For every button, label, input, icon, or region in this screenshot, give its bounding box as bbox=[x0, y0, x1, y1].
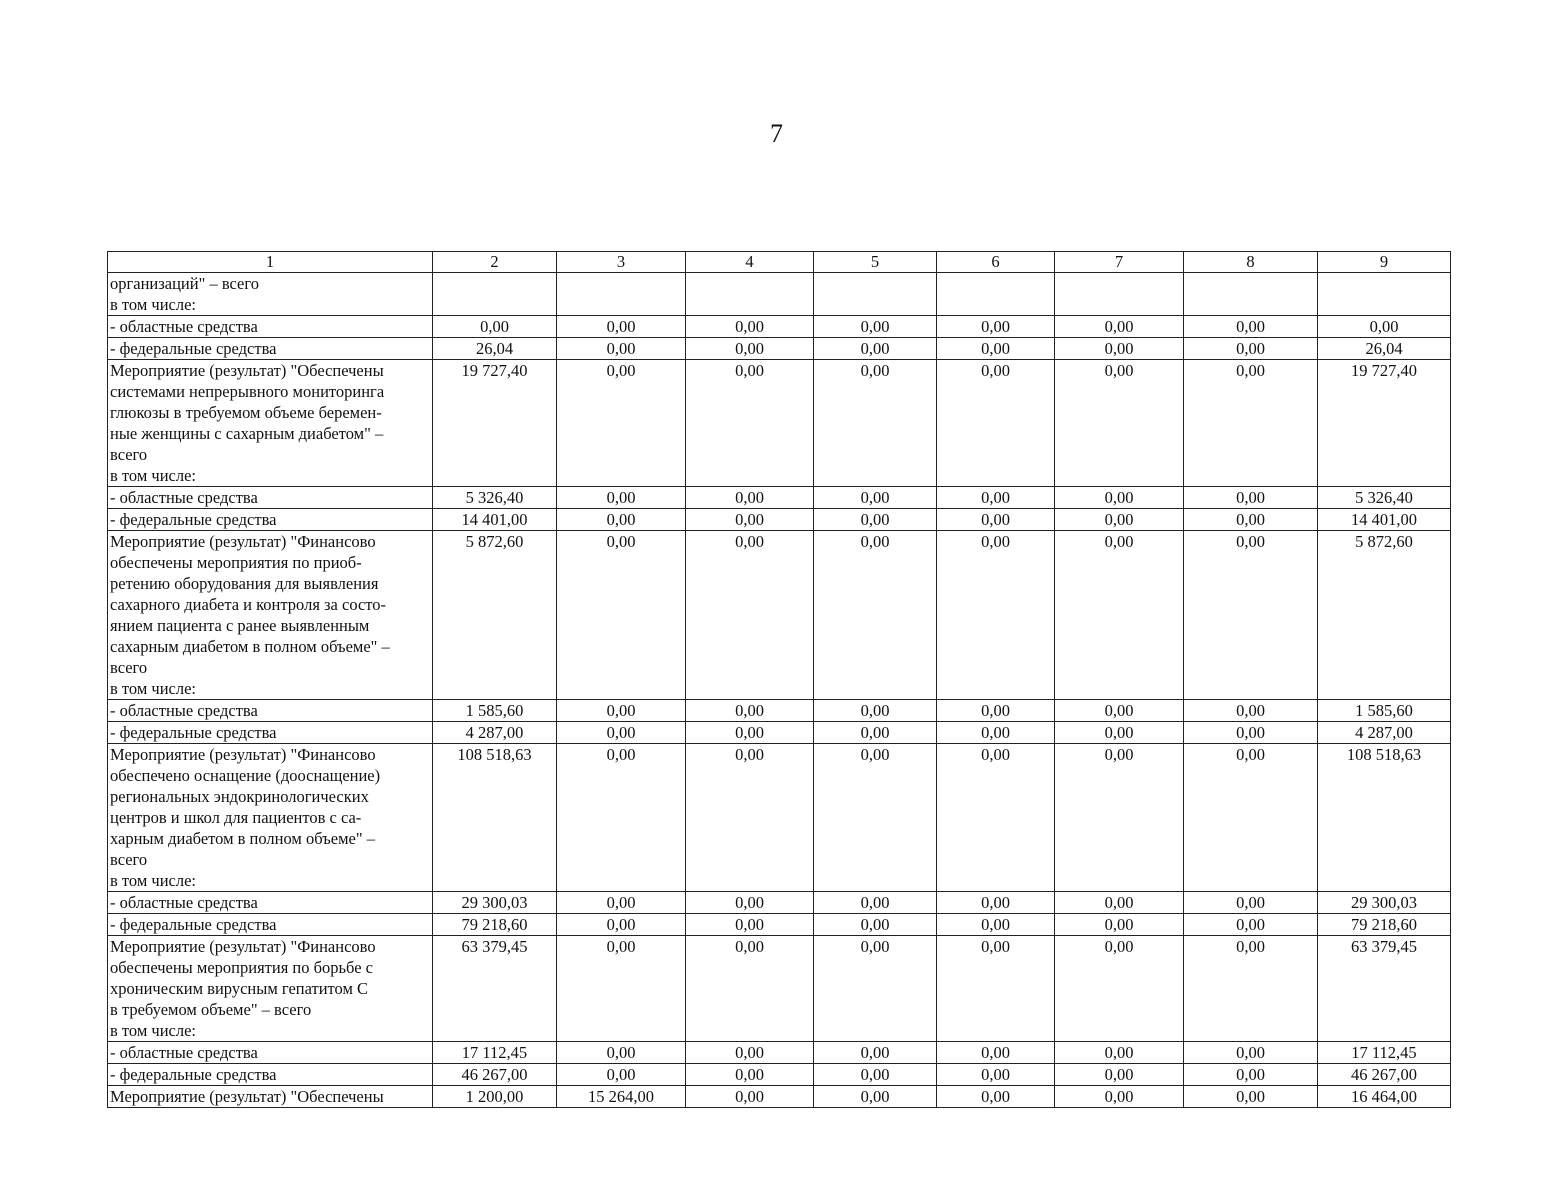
table-row bbox=[108, 338, 1451, 360]
table-row bbox=[108, 914, 1451, 936]
value-cell: 0,00 bbox=[1055, 509, 1184, 531]
row-label-line: - областные средства bbox=[110, 1043, 258, 1062]
value-cell: 0,00 bbox=[937, 1064, 1055, 1086]
row-label bbox=[108, 316, 433, 338]
row-label-line: - федеральные средства bbox=[110, 1065, 277, 1084]
value-cell: 0,00 bbox=[1184, 1086, 1318, 1108]
row-label-line: всего bbox=[110, 658, 148, 677]
value-cell: 0,00 bbox=[557, 531, 686, 700]
value-cell: 0,00 bbox=[814, 509, 937, 531]
column-number: 6 bbox=[937, 252, 1055, 273]
value-cell: 0,00 bbox=[937, 316, 1055, 338]
value-cell: 0,00 bbox=[814, 1042, 937, 1064]
column-number: 7 bbox=[1055, 252, 1184, 273]
value-cell: 0,00 bbox=[1055, 531, 1184, 700]
value-cell: 0,00 bbox=[1318, 316, 1451, 338]
row-label-line: сахарного диабета и контроля за состо- bbox=[110, 595, 387, 614]
row-label-line: Мероприятие (результат) "Финансово bbox=[110, 745, 376, 764]
value-cell: 0,00 bbox=[686, 487, 814, 509]
value-cell: 5 872,60 bbox=[1318, 531, 1451, 700]
value-cell: 0,00 bbox=[557, 936, 686, 1042]
value-cell: 0,00 bbox=[814, 360, 937, 487]
row-label-line: в требуемом объеме" – всего bbox=[110, 1000, 312, 1019]
value-cell: 108 518,63 bbox=[1318, 744, 1451, 892]
value-cell: 0,00 bbox=[1184, 316, 1318, 338]
value-cell bbox=[1055, 273, 1184, 316]
value-cell: 0,00 bbox=[686, 744, 814, 892]
page-number: 7 bbox=[770, 119, 783, 148]
row-label bbox=[108, 1086, 433, 1108]
row-label-line: Мероприятие (результат) "Обеспечены bbox=[110, 361, 384, 380]
table-row bbox=[108, 531, 1451, 700]
table-row bbox=[108, 700, 1451, 722]
value-cell: 0,00 bbox=[557, 316, 686, 338]
value-cell: 0,00 bbox=[814, 316, 937, 338]
row-label-line: обеспечены мероприятия по приоб- bbox=[110, 553, 362, 572]
row-label bbox=[108, 722, 433, 744]
value-cell: 0,00 bbox=[937, 936, 1055, 1042]
value-cell: 0,00 bbox=[814, 914, 937, 936]
value-cell: 0,00 bbox=[686, 1042, 814, 1064]
value-cell: 0,00 bbox=[686, 914, 814, 936]
row-label bbox=[108, 914, 433, 936]
column-number: 2 bbox=[433, 252, 557, 273]
value-cell: 0,00 bbox=[814, 1064, 937, 1086]
value-cell: 0,00 bbox=[937, 1086, 1055, 1108]
value-cell: 4 287,00 bbox=[1318, 722, 1451, 744]
value-cell: 0,00 bbox=[686, 892, 814, 914]
row-label-line: в том числе: bbox=[110, 466, 197, 485]
value-cell: 0,00 bbox=[814, 1086, 937, 1108]
value-cell: 63 379,45 bbox=[1318, 936, 1451, 1042]
value-cell: 0,00 bbox=[433, 316, 557, 338]
value-cell: 0,00 bbox=[557, 1064, 686, 1086]
value-cell: 0,00 bbox=[937, 509, 1055, 531]
row-label-line: Мероприятие (результат) "Обеспечены bbox=[110, 1087, 384, 1106]
value-cell: 0,00 bbox=[814, 936, 937, 1042]
value-cell: 15 264,00 bbox=[557, 1086, 686, 1108]
value-cell: 0,00 bbox=[1055, 1042, 1184, 1064]
value-cell: 0,00 bbox=[557, 722, 686, 744]
value-cell: 1 200,00 bbox=[433, 1086, 557, 1108]
value-cell: 0,00 bbox=[557, 338, 686, 360]
row-label bbox=[108, 360, 433, 487]
row-label bbox=[108, 338, 433, 360]
value-cell: 0,00 bbox=[1184, 700, 1318, 722]
value-cell: 0,00 bbox=[1055, 360, 1184, 487]
column-number: 5 bbox=[814, 252, 937, 273]
row-label bbox=[108, 744, 433, 892]
value-cell: 26,04 bbox=[1318, 338, 1451, 360]
value-cell bbox=[686, 273, 814, 316]
value-cell: 4 287,00 bbox=[433, 722, 557, 744]
value-cell: 0,00 bbox=[1184, 360, 1318, 487]
row-label-line: обеспечены мероприятия по борьбе с bbox=[110, 958, 373, 977]
value-cell: 0,00 bbox=[1055, 722, 1184, 744]
value-cell: 0,00 bbox=[557, 892, 686, 914]
value-cell: 0,00 bbox=[686, 509, 814, 531]
value-cell: 0,00 bbox=[937, 487, 1055, 509]
row-label-line: - федеральные средства bbox=[110, 915, 277, 934]
row-label-line: сахарным диабетом в полном объеме" – bbox=[110, 637, 390, 656]
table-row bbox=[108, 509, 1451, 531]
value-cell: 0,00 bbox=[937, 1042, 1055, 1064]
row-label bbox=[108, 1064, 433, 1086]
value-cell bbox=[937, 273, 1055, 316]
value-cell: 5 326,40 bbox=[433, 487, 557, 509]
value-cell: 17 112,45 bbox=[1318, 1042, 1451, 1064]
column-number: 9 bbox=[1318, 252, 1451, 273]
value-cell: 0,00 bbox=[686, 531, 814, 700]
value-cell: 0,00 bbox=[937, 531, 1055, 700]
table-row bbox=[108, 1064, 1451, 1086]
value-cell: 0,00 bbox=[937, 700, 1055, 722]
value-cell: 0,00 bbox=[814, 722, 937, 744]
value-cell: 0,00 bbox=[686, 360, 814, 487]
row-label-line: хроническим вирусным гепатитом С bbox=[110, 979, 369, 998]
value-cell: 0,00 bbox=[814, 892, 937, 914]
value-cell: 0,00 bbox=[1055, 316, 1184, 338]
row-label-line: организаций" – всего bbox=[110, 274, 259, 293]
row-label-line: центров и школ для пациентов с са- bbox=[110, 808, 362, 827]
table-row bbox=[108, 487, 1451, 509]
table-row bbox=[108, 1042, 1451, 1064]
value-cell: 0,00 bbox=[686, 1064, 814, 1086]
value-cell: 29 300,03 bbox=[1318, 892, 1451, 914]
value-cell: 0,00 bbox=[1184, 531, 1318, 700]
row-label bbox=[108, 487, 433, 509]
value-cell: 0,00 bbox=[1055, 700, 1184, 722]
row-label-line: - областные средства bbox=[110, 893, 258, 912]
row-label-line: всего bbox=[110, 445, 148, 464]
value-cell: 0,00 bbox=[557, 700, 686, 722]
column-number: 8 bbox=[1184, 252, 1318, 273]
column-number: 1 bbox=[108, 252, 433, 273]
row-label bbox=[108, 892, 433, 914]
value-cell: 0,00 bbox=[937, 744, 1055, 892]
value-cell: 0,00 bbox=[686, 936, 814, 1042]
row-label-line: - федеральные средства bbox=[110, 510, 277, 529]
value-cell: 29 300,03 bbox=[433, 892, 557, 914]
value-cell: 0,00 bbox=[814, 744, 937, 892]
value-cell: 0,00 bbox=[1184, 1042, 1318, 1064]
table-row bbox=[108, 892, 1451, 914]
row-label-line: в том числе: bbox=[110, 295, 197, 314]
row-label-line: ные женщины с сахарным диабетом" – bbox=[110, 424, 384, 443]
value-cell: 0,00 bbox=[1184, 892, 1318, 914]
value-cell: 0,00 bbox=[1055, 338, 1184, 360]
value-cell: 19 727,40 bbox=[1318, 360, 1451, 487]
row-label-line: харным диабетом в полном объеме" – bbox=[110, 829, 375, 848]
value-cell: 0,00 bbox=[557, 509, 686, 531]
row-label-line: ретению оборудования для выявления bbox=[110, 574, 379, 593]
row-label bbox=[108, 936, 433, 1042]
row-label-line: - федеральные средства bbox=[110, 723, 277, 742]
table-row bbox=[108, 1086, 1451, 1108]
table-row bbox=[108, 722, 1451, 744]
value-cell bbox=[557, 273, 686, 316]
value-cell: 19 727,40 bbox=[433, 360, 557, 487]
value-cell: 1 585,60 bbox=[433, 700, 557, 722]
value-cell bbox=[1184, 273, 1318, 316]
row-label bbox=[108, 700, 433, 722]
row-label-line: Мероприятие (результат) "Финансово bbox=[110, 532, 376, 551]
value-cell: 0,00 bbox=[1184, 722, 1318, 744]
value-cell: 0,00 bbox=[1184, 744, 1318, 892]
table-row bbox=[108, 360, 1451, 487]
row-label-line: в том числе: bbox=[110, 871, 197, 890]
value-cell: 0,00 bbox=[557, 744, 686, 892]
row-label bbox=[108, 531, 433, 700]
row-label-line: в том числе: bbox=[110, 679, 197, 698]
row-label-line: глюкозы в требуемом объеме беремен- bbox=[110, 403, 382, 422]
value-cell: 0,00 bbox=[937, 722, 1055, 744]
value-cell: 108 518,63 bbox=[433, 744, 557, 892]
row-label-line: региональных эндокринологических bbox=[110, 787, 369, 806]
value-cell: 0,00 bbox=[1055, 744, 1184, 892]
column-number: 3 bbox=[557, 252, 686, 273]
value-cell: 0,00 bbox=[1184, 509, 1318, 531]
value-cell: 46 267,00 bbox=[433, 1064, 557, 1086]
value-cell: 0,00 bbox=[1055, 1086, 1184, 1108]
value-cell: 0,00 bbox=[1184, 1064, 1318, 1086]
row-label bbox=[108, 1042, 433, 1064]
value-cell: 0,00 bbox=[814, 338, 937, 360]
value-cell bbox=[433, 273, 557, 316]
table-row bbox=[108, 316, 1451, 338]
value-cell: 0,00 bbox=[686, 700, 814, 722]
value-cell: 0,00 bbox=[814, 700, 937, 722]
table-row bbox=[108, 273, 1451, 316]
row-label-line: всего bbox=[110, 850, 148, 869]
value-cell: 0,00 bbox=[1184, 914, 1318, 936]
value-cell: 0,00 bbox=[1055, 914, 1184, 936]
value-cell: 0,00 bbox=[686, 1086, 814, 1108]
row-label-line: - областные средства bbox=[110, 701, 258, 720]
value-cell: 0,00 bbox=[686, 722, 814, 744]
value-cell: 5 872,60 bbox=[433, 531, 557, 700]
table-row bbox=[108, 936, 1451, 1042]
value-cell: 0,00 bbox=[1184, 936, 1318, 1042]
value-cell: 79 218,60 bbox=[1318, 914, 1451, 936]
value-cell: 0,00 bbox=[814, 531, 937, 700]
value-cell: 17 112,45 bbox=[433, 1042, 557, 1064]
row-label-line: янием пациента с ранее выявленным bbox=[110, 616, 370, 635]
value-cell: 0,00 bbox=[1055, 487, 1184, 509]
value-cell: 0,00 bbox=[1055, 936, 1184, 1042]
value-cell: 0,00 bbox=[937, 360, 1055, 487]
budget-table bbox=[107, 251, 1451, 1108]
value-cell: 79 218,60 bbox=[433, 914, 557, 936]
row-label bbox=[108, 509, 433, 531]
column-number-row bbox=[108, 252, 1451, 273]
row-label-line: - федеральные средства bbox=[110, 339, 277, 358]
value-cell bbox=[1318, 273, 1451, 316]
row-label-line: - областные средства bbox=[110, 488, 258, 507]
value-cell: 16 464,00 bbox=[1318, 1086, 1451, 1108]
row-label bbox=[108, 273, 433, 316]
value-cell: 0,00 bbox=[937, 914, 1055, 936]
value-cell: 63 379,45 bbox=[433, 936, 557, 1042]
column-number: 4 bbox=[686, 252, 814, 273]
value-cell: 0,00 bbox=[1055, 1064, 1184, 1086]
value-cell: 14 401,00 bbox=[1318, 509, 1451, 531]
value-cell: 0,00 bbox=[686, 338, 814, 360]
value-cell: 14 401,00 bbox=[433, 509, 557, 531]
value-cell: 5 326,40 bbox=[1318, 487, 1451, 509]
row-label-line: системами непрерывного мониторинга bbox=[110, 382, 385, 401]
value-cell: 0,00 bbox=[557, 914, 686, 936]
value-cell: 0,00 bbox=[937, 338, 1055, 360]
value-cell bbox=[814, 273, 937, 316]
value-cell: 0,00 bbox=[557, 487, 686, 509]
value-cell: 1 585,60 bbox=[1318, 700, 1451, 722]
value-cell: 0,00 bbox=[557, 1042, 686, 1064]
value-cell: 26,04 bbox=[433, 338, 557, 360]
row-label-line: обеспечено оснащение (дооснащение) bbox=[110, 766, 381, 785]
value-cell: 0,00 bbox=[1184, 338, 1318, 360]
table-body bbox=[108, 252, 1451, 1108]
value-cell: 0,00 bbox=[1055, 892, 1184, 914]
row-label-line: Мероприятие (результат) "Финансово bbox=[110, 937, 376, 956]
value-cell: 0,00 bbox=[686, 316, 814, 338]
value-cell: 0,00 bbox=[557, 360, 686, 487]
row-label-line: в том числе: bbox=[110, 1021, 197, 1040]
value-cell: 46 267,00 bbox=[1318, 1064, 1451, 1086]
table-row bbox=[108, 744, 1451, 892]
value-cell: 0,00 bbox=[937, 892, 1055, 914]
row-label-line: - областные средства bbox=[110, 317, 258, 336]
value-cell: 0,00 bbox=[814, 487, 937, 509]
value-cell: 0,00 bbox=[1184, 487, 1318, 509]
